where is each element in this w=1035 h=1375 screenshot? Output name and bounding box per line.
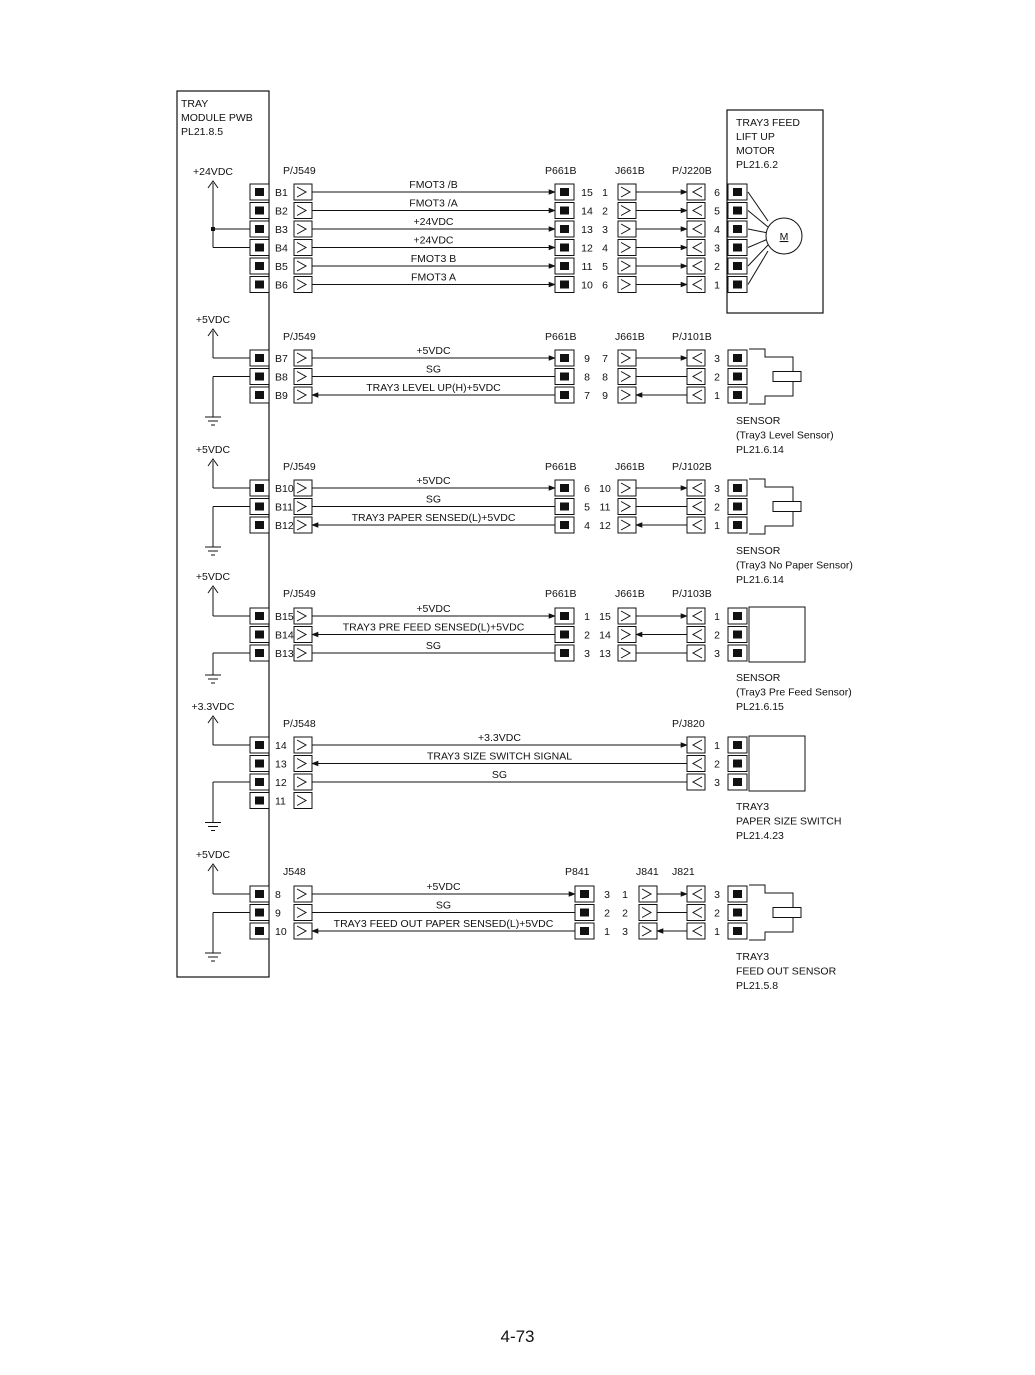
pwb-pin-label-paper-size-switch-1: 13 — [275, 758, 287, 771]
device-pin-feed-out-sensor-0-terminal — [733, 890, 742, 898]
socket-left-feed-out-sensor-2-frame — [294, 923, 312, 939]
mid-pin-label-no-paper-sensor-0: 6 — [584, 483, 590, 495]
mid-pin-pre-feed-sensor-1-terminal — [560, 631, 569, 639]
signal-label-feed-lift-motor-0: FMOT3 /B — [409, 179, 458, 191]
device-pin-feed-out-sensor-1-terminal — [733, 909, 742, 917]
connector-label-paper-size-switch-right: P/J820 — [672, 718, 705, 730]
pwb-pin-feed-lift-motor-5-terminal — [255, 281, 264, 289]
mid-pin-feed-lift-motor-5-terminal — [560, 281, 569, 289]
socket-mid2-feed-out-sensor-0-frame — [639, 886, 657, 902]
device-pin-label-pre-feed-sensor-2: 3 — [714, 648, 720, 660]
socket-right-no-paper-sensor-0-frame — [687, 480, 705, 496]
mid-pin-pre-feed-sensor-0-terminal — [560, 612, 569, 620]
socket-right-level-sensor-1-frame — [687, 369, 705, 385]
socket-right-level-sensor-2-frame — [687, 387, 705, 403]
socket-mid2-feed-lift-motor-2-frame — [618, 221, 636, 237]
socket-right-feed-out-sensor-2-frame — [687, 923, 705, 939]
pwb-pin-paper-size-switch-0-terminal — [255, 741, 264, 749]
connector-label-level-sensor-mid2: J661B — [615, 331, 645, 343]
socket-right-level-sensor-0-frame — [687, 350, 705, 366]
pwb-pin-label-feed-lift-motor-5: B6 — [275, 279, 288, 292]
socket-right-paper-size-switch-0-frame — [687, 737, 705, 753]
device-pin-label-pre-feed-sensor-1: 2 — [714, 629, 720, 642]
pwb-pin-pre-feed-sensor-1-terminal — [255, 631, 264, 639]
socket-mid2-feed-lift-motor-3-frame — [618, 240, 636, 256]
signal-label-no-paper-sensor-2: TRAY3 PAPER SENSED(L)+5VDC — [351, 512, 516, 524]
signal-label-feed-lift-motor-5: FMOT3 A — [411, 271, 456, 284]
mid2-pin-label-no-paper-sensor-1: 11 — [599, 501, 611, 514]
socket-mid2-feed-lift-motor-5-frame — [618, 277, 636, 293]
device-pin-paper-size-switch-1-terminal — [733, 760, 742, 768]
motor-label-line-2: MOTOR — [736, 145, 775, 157]
mid2-pin-label-level-sensor-1: 8 — [602, 371, 608, 384]
device-pin-no-paper-sensor-1-terminal — [733, 503, 742, 511]
socket-mid2-level-sensor-2-frame — [618, 387, 636, 403]
socket-right-no-paper-sensor-2-frame — [687, 517, 705, 533]
pwb-pin-paper-size-switch-3-terminal — [255, 797, 264, 805]
socket-right-no-paper-sensor-1-frame — [687, 499, 705, 515]
mid-pin-label-feed-out-sensor-0: 3 — [604, 889, 610, 901]
device-label-paper-size-switch-1: PAPER SIZE SWITCH — [736, 815, 842, 828]
mid2-pin-label-pre-feed-sensor-0: 15 — [599, 611, 611, 623]
device-pin-level-sensor-2-terminal — [733, 391, 742, 399]
connector-label-feed-out-sensor-mid2: J841 — [636, 866, 659, 878]
supply-paper-size-switch-label: +3.3VDC — [191, 701, 235, 713]
device-pin-label-feed-lift-motor-4: 2 — [714, 261, 720, 273]
socket-left-level-sensor-2-frame — [294, 387, 312, 403]
device-pin-feed-lift-motor-5-terminal — [733, 281, 742, 289]
socket-left-feed-lift-motor-0-frame — [294, 184, 312, 200]
pwb-pin-feed-lift-motor-0-terminal — [255, 188, 264, 196]
signal-label-no-paper-sensor-0: +5VDC — [416, 475, 451, 487]
device-pin-label-feed-lift-motor-5: 1 — [714, 279, 720, 292]
connector-label-pre-feed-sensor-mid2: J661B — [615, 588, 645, 600]
mid-pin-label-feed-out-sensor-1: 2 — [604, 907, 610, 920]
pwb-pin-level-sensor-1-terminal — [255, 373, 264, 381]
mid2-pin-label-feed-out-sensor-0: 1 — [622, 889, 628, 901]
mid-pin-label-feed-lift-motor-3: 12 — [581, 242, 593, 255]
mid-pin-label-level-sensor-1: 8 — [584, 371, 590, 384]
mid-pin-pre-feed-sensor-2-terminal — [560, 649, 569, 657]
mid-pin-label-feed-lift-motor-5: 10 — [581, 279, 593, 292]
mid-pin-label-feed-lift-motor-0: 15 — [581, 187, 593, 199]
socket-right-feed-lift-motor-3-frame — [687, 240, 705, 256]
socket-right-feed-out-sensor-1-frame — [687, 905, 705, 921]
mid2-pin-label-level-sensor-2: 9 — [602, 390, 608, 402]
signal-label-feed-lift-motor-1: FMOT3 /A — [409, 197, 458, 210]
connector-label-feed-out-sensor-left: J548 — [283, 866, 306, 878]
signal-label-paper-size-switch-2: SG — [491, 769, 508, 781]
mid-pin-label-pre-feed-sensor-2: 3 — [584, 648, 590, 660]
socket-right-paper-size-switch-2-frame — [687, 774, 705, 790]
connector-label-feed-out-sensor-right: J821 — [672, 866, 695, 878]
socket-mid2-feed-lift-motor-0-frame — [618, 184, 636, 200]
device-actuator-feed-out-sensor — [773, 908, 801, 918]
socket-mid2-pre-feed-sensor-1-frame — [618, 627, 636, 643]
pwb-pin-label-no-paper-sensor-0: B10 — [275, 483, 294, 495]
socket-right-pre-feed-sensor-2-frame — [687, 645, 705, 661]
pwb-pin-label-paper-size-switch-3: 11 — [275, 795, 286, 808]
device-pin-feed-lift-motor-3-terminal — [733, 244, 742, 252]
socket-right-pre-feed-sensor-1-frame — [687, 627, 705, 643]
mid2-pin-label-feed-lift-motor-5: 6 — [602, 279, 608, 292]
device-pin-pre-feed-sensor-2-terminal — [733, 649, 742, 657]
connector-label-feed-lift-motor-right: P/J220B — [672, 165, 712, 177]
device-label-pre-feed-sensor-0: SENSOR — [736, 672, 781, 684]
pwb-pin-label-no-paper-sensor-2: B12 — [275, 520, 294, 532]
mid-pin-label-feed-lift-motor-4: 11 — [581, 261, 593, 273]
mid2-pin-label-feed-lift-motor-0: 1 — [602, 187, 608, 199]
socket-right-pre-feed-sensor-0-frame — [687, 608, 705, 624]
connector-label-pre-feed-sensor-right: P/J103B — [672, 588, 712, 600]
mid2-pin-label-pre-feed-sensor-2: 13 — [599, 648, 611, 660]
mid-pin-feed-lift-motor-3-terminal — [560, 244, 569, 252]
connector-label-no-paper-sensor-right: P/J102B — [672, 461, 712, 473]
pwb-pin-feed-lift-motor-2-terminal — [255, 225, 264, 233]
pwb-pin-label-level-sensor-2: B9 — [275, 390, 288, 402]
supply-feed-out-sensor-label: +5VDC — [195, 849, 231, 861]
pwb-pin-feed-lift-motor-3-terminal — [255, 244, 264, 252]
mid2-pin-label-feed-out-sensor-2: 3 — [622, 926, 628, 938]
socket-left-paper-size-switch-3-frame — [294, 793, 312, 809]
signal-label-pre-feed-sensor-1: TRAY3 PRE FEED SENSED(L)+5VDC — [342, 621, 525, 634]
mid-pin-feed-lift-motor-4-terminal — [560, 262, 569, 270]
connector-label-feed-lift-motor-mid2: J661B — [615, 165, 645, 177]
motor-lead-1 — [748, 211, 768, 228]
mid-pin-level-sensor-0-terminal — [560, 354, 569, 362]
pwb-pin-no-paper-sensor-0-terminal — [255, 484, 264, 492]
device-pin-label-paper-size-switch-2: 3 — [714, 777, 720, 789]
pwb-pin-label-feed-out-sensor-0: 8 — [275, 889, 281, 901]
device-pin-no-paper-sensor-0-terminal — [733, 484, 742, 492]
pwb-pin-no-paper-sensor-1-terminal — [255, 503, 264, 511]
motor-label-line-1: LIFT UP — [736, 131, 775, 143]
connector-label-no-paper-sensor-mid: P661B — [545, 461, 577, 473]
mid-pin-label-no-paper-sensor-2: 4 — [584, 520, 590, 532]
socket-mid2-feed-out-sensor-2-frame — [639, 923, 657, 939]
device-label-no-paper-sensor-2: PL21.6.14 — [736, 574, 784, 586]
socket-mid2-pre-feed-sensor-2-frame — [618, 645, 636, 661]
device-label-no-paper-sensor-0: SENSOR — [736, 545, 781, 557]
device-pin-level-sensor-0-terminal — [733, 354, 742, 362]
pwb-pin-paper-size-switch-2-terminal — [255, 778, 264, 786]
socket-mid2-no-paper-sensor-1-frame — [618, 499, 636, 515]
device-pin-label-feed-lift-motor-2: 4 — [714, 224, 720, 236]
socket-left-level-sensor-0-frame — [294, 350, 312, 366]
socket-left-level-sensor-1-frame — [294, 369, 312, 385]
device-pin-label-paper-size-switch-1: 2 — [714, 758, 720, 771]
pwb-pin-label-paper-size-switch-2: 12 — [275, 777, 287, 789]
page-number: 4-73 — [500, 1327, 535, 1346]
device-label-feed-out-sensor-2: PL21.5.8 — [736, 980, 779, 992]
connector-label-feed-out-sensor-mid: P841 — [565, 866, 590, 878]
mid2-pin-label-feed-out-sensor-1: 2 — [622, 907, 628, 920]
signal-label-feed-lift-motor-2: +24VDC — [413, 216, 454, 228]
device-pin-feed-out-sensor-2-terminal — [733, 927, 742, 935]
mid2-pin-label-level-sensor-0: 7 — [602, 353, 608, 365]
mid-pin-no-paper-sensor-0-terminal — [560, 484, 569, 492]
signal-label-feed-lift-motor-4: FMOT3 B — [410, 253, 457, 265]
socket-left-feed-lift-motor-1-frame — [294, 203, 312, 219]
socket-left-pre-feed-sensor-0-frame — [294, 608, 312, 624]
pwb-pin-pre-feed-sensor-2-terminal — [255, 649, 264, 657]
mid-pin-feed-lift-motor-1-terminal — [560, 207, 569, 215]
pwb-pin-label-pre-feed-sensor-0: B15 — [275, 611, 294, 623]
motor-label-line-0: TRAY3 FEED — [736, 117, 800, 129]
device-pin-label-feed-lift-motor-0: 6 — [714, 187, 720, 199]
pwb-pin-label-paper-size-switch-0: 14 — [275, 740, 287, 752]
socket-left-feed-lift-motor-3-frame — [294, 240, 312, 256]
supply-level-sensor-label: +5VDC — [195, 314, 231, 326]
mid2-pin-label-pre-feed-sensor-1: 14 — [599, 629, 611, 642]
pwb-pin-feed-lift-motor-4-terminal — [255, 262, 264, 270]
socket-right-feed-lift-motor-0-frame — [687, 184, 705, 200]
pwb-pin-feed-out-sensor-2-terminal — [255, 927, 264, 935]
pwb-pin-label-level-sensor-0: B7 — [275, 353, 288, 365]
pwb-pin-label-feed-lift-motor-2: B3 — [275, 224, 288, 236]
signal-label-pre-feed-sensor-0: +5VDC — [416, 603, 451, 615]
connector-label-level-sensor-mid: P661B — [545, 331, 577, 343]
signal-label-paper-size-switch-1: TRAY3 SIZE SWITCH SIGNAL — [426, 750, 573, 763]
mid-pin-no-paper-sensor-2-terminal — [560, 521, 569, 529]
mid2-pin-label-feed-lift-motor-3: 4 — [602, 242, 608, 255]
motor-lead-2 — [748, 229, 768, 233]
mid-pin-label-no-paper-sensor-1: 5 — [584, 501, 590, 514]
pwb-pin-feed-out-sensor-0-terminal — [255, 890, 264, 898]
device-pin-label-feed-out-sensor-2: 1 — [714, 926, 720, 938]
device-label-level-sensor-1: (Tray3 Level Sensor) — [736, 429, 834, 442]
socket-left-feed-out-sensor-0-frame — [294, 886, 312, 902]
connector-label-no-paper-sensor-mid2: J661B — [615, 461, 645, 473]
pwb-pin-level-sensor-0-terminal — [255, 354, 264, 362]
socket-left-feed-lift-motor-4-frame — [294, 258, 312, 274]
socket-right-paper-size-switch-1-frame — [687, 756, 705, 772]
signal-label-no-paper-sensor-1: SG — [425, 493, 442, 506]
socket-mid2-level-sensor-1-frame — [618, 369, 636, 385]
mid-pin-label-feed-lift-motor-2: 13 — [581, 224, 593, 236]
mid2-pin-label-feed-lift-motor-4: 5 — [602, 261, 608, 273]
device-pin-label-paper-size-switch-0: 1 — [714, 740, 720, 752]
socket-mid2-level-sensor-0-frame — [618, 350, 636, 366]
device-pin-feed-lift-motor-1-terminal — [733, 207, 742, 215]
pwb-pin-label-feed-out-sensor-1: 9 — [275, 907, 281, 920]
device-pin-paper-size-switch-2-terminal — [733, 778, 742, 786]
socket-left-paper-size-switch-0-frame — [294, 737, 312, 753]
socket-left-pre-feed-sensor-1-frame — [294, 627, 312, 643]
socket-mid2-feed-lift-motor-1-frame — [618, 203, 636, 219]
device-pin-pre-feed-sensor-1-terminal — [733, 631, 742, 639]
pwb-pin-feed-lift-motor-1-terminal — [255, 207, 264, 215]
mid-pin-label-pre-feed-sensor-0: 1 — [584, 611, 590, 623]
socket-left-feed-lift-motor-5-frame — [294, 277, 312, 293]
socket-left-feed-out-sensor-1-frame — [294, 905, 312, 921]
socket-left-feed-lift-motor-2-frame — [294, 221, 312, 237]
pwb-pin-no-paper-sensor-2-terminal — [255, 521, 264, 529]
device-pin-level-sensor-1-terminal — [733, 373, 742, 381]
mid-pin-feed-out-sensor-1-terminal — [580, 909, 589, 917]
mid2-pin-label-no-paper-sensor-2: 12 — [599, 520, 611, 532]
device-pin-label-no-paper-sensor-2: 1 — [714, 520, 720, 532]
mid2-pin-label-feed-lift-motor-1: 2 — [602, 205, 608, 218]
device-pin-label-feed-lift-motor-1: 5 — [714, 205, 720, 218]
pwb-label-line-1: TRAY — [181, 98, 209, 110]
signal-label-level-sensor-1: SG — [425, 363, 442, 376]
device-label-paper-size-switch-2: PL21.4.23 — [736, 830, 784, 842]
mid-pin-label-level-sensor-2: 7 — [584, 390, 590, 402]
pwb-pin-label-pre-feed-sensor-1: B14 — [275, 629, 294, 642]
device-label-pre-feed-sensor-1: (Tray3 Pre Feed Sensor) — [736, 686, 852, 699]
pwb-pin-label-level-sensor-1: B8 — [275, 371, 288, 384]
mid2-pin-label-feed-lift-motor-2: 3 — [602, 224, 608, 236]
socket-mid2-feed-out-sensor-1-frame — [639, 905, 657, 921]
mid-pin-level-sensor-2-terminal — [560, 391, 569, 399]
device-pin-feed-lift-motor-0-terminal — [733, 188, 742, 196]
connector-label-pre-feed-sensor-mid: P661B — [545, 588, 577, 600]
pwb-pin-pre-feed-sensor-0-terminal — [255, 612, 264, 620]
supply-no-paper-sensor-label: +5VDC — [195, 444, 231, 456]
device-label-level-sensor-2: PL21.6.14 — [736, 444, 784, 456]
signal-label-paper-size-switch-0: +3.3VDC — [478, 732, 521, 744]
mid-pin-label-pre-feed-sensor-1: 2 — [584, 629, 590, 642]
pwb-pin-label-feed-lift-motor-3: B4 — [275, 242, 288, 255]
device-label-pre-feed-sensor-2: PL21.6.15 — [736, 701, 784, 713]
signal-label-level-sensor-0: +5VDC — [416, 345, 451, 357]
device-pin-label-level-sensor-2: 1 — [714, 390, 720, 402]
supply-feed-lift-motor-label: +24VDC — [193, 166, 233, 178]
device-label-paper-size-switch-0: TRAY3 — [736, 801, 770, 813]
pwb-pin-label-feed-lift-motor-0: B1 — [275, 187, 288, 199]
socket-left-paper-size-switch-1-frame — [294, 756, 312, 772]
signal-label-feed-out-sensor-2: TRAY3 FEED OUT PAPER SENSED(L)+5VDC — [333, 918, 554, 930]
socket-right-feed-lift-motor-2-frame — [687, 221, 705, 237]
socket-right-feed-lift-motor-1-frame — [687, 203, 705, 219]
pwb-pin-level-sensor-2-terminal — [255, 391, 264, 399]
bus-junction-feed-lift-motor — [211, 227, 215, 231]
device-pin-paper-size-switch-0-terminal — [733, 741, 742, 749]
pwb-pin-label-feed-lift-motor-4: B5 — [275, 261, 288, 273]
mid-pin-feed-out-sensor-0-terminal — [580, 890, 589, 898]
mid-pin-feed-lift-motor-2-terminal — [560, 225, 569, 233]
signal-label-feed-lift-motor-3: +24VDC — [413, 234, 454, 247]
device-pin-feed-lift-motor-2-terminal — [733, 225, 742, 233]
device-pin-label-level-sensor-1: 2 — [714, 371, 720, 384]
socket-mid2-no-paper-sensor-0-frame — [618, 480, 636, 496]
device-pin-label-no-paper-sensor-1: 2 — [714, 501, 720, 514]
socket-mid2-feed-lift-motor-4-frame — [618, 258, 636, 274]
mid-pin-feed-lift-motor-0-terminal — [560, 188, 569, 196]
device-pin-label-pre-feed-sensor-0: 1 — [714, 611, 720, 623]
pwb-pin-feed-out-sensor-1-terminal — [255, 909, 264, 917]
connector-label-level-sensor-left: P/J549 — [283, 331, 316, 343]
connector-label-level-sensor-right: P/J101B — [672, 331, 712, 343]
connector-label-no-paper-sensor-left: P/J549 — [283, 461, 316, 473]
device-actuator-no-paper-sensor — [773, 502, 801, 512]
pwb-pin-label-feed-out-sensor-2: 10 — [275, 926, 287, 938]
pwb-label-line-2: MODULE PWB — [181, 112, 253, 124]
socket-left-no-paper-sensor-1-frame — [294, 499, 312, 515]
pwb-label-line-3: PL21.8.5 — [181, 126, 224, 138]
device-label-no-paper-sensor-1: (Tray3 No Paper Sensor) — [736, 559, 853, 572]
pwb-pin-paper-size-switch-1-terminal — [255, 760, 264, 768]
device-actuator-level-sensor — [773, 372, 801, 382]
connector-label-feed-lift-motor-mid: P661B — [545, 165, 577, 177]
mid-pin-no-paper-sensor-1-terminal — [560, 503, 569, 511]
device-pin-feed-lift-motor-4-terminal — [733, 262, 742, 270]
socket-left-paper-size-switch-2-frame — [294, 774, 312, 790]
mid-pin-feed-out-sensor-2-terminal — [580, 927, 589, 935]
pwb-pin-label-feed-lift-motor-1: B2 — [275, 205, 288, 218]
motor-symbol-letter: M — [779, 231, 789, 243]
device-pin-pre-feed-sensor-0-terminal — [733, 612, 742, 620]
connector-label-feed-lift-motor-left: P/J549 — [283, 165, 316, 177]
device-label-level-sensor-0: SENSOR — [736, 415, 781, 427]
mid-pin-label-level-sensor-0: 9 — [584, 353, 590, 365]
device-body-pre-feed-sensor — [749, 607, 805, 662]
pwb-pin-label-pre-feed-sensor-2: B13 — [275, 648, 294, 660]
motor-lead-3 — [748, 239, 768, 248]
mid-pin-label-feed-lift-motor-1: 14 — [581, 205, 593, 218]
socket-right-feed-lift-motor-4-frame — [687, 258, 705, 274]
signal-label-feed-out-sensor-1: SG — [435, 899, 452, 912]
device-pin-label-feed-out-sensor-0: 3 — [714, 889, 720, 901]
device-pin-label-feed-lift-motor-3: 3 — [714, 242, 720, 255]
socket-mid2-no-paper-sensor-2-frame — [618, 517, 636, 533]
sections-layer — [192, 110, 853, 992]
signal-label-feed-out-sensor-0: +5VDC — [426, 881, 461, 893]
motor-lead-0 — [748, 192, 768, 221]
device-pin-no-paper-sensor-2-terminal — [733, 521, 742, 529]
device-pin-label-feed-out-sensor-1: 2 — [714, 907, 720, 920]
socket-right-feed-lift-motor-5-frame — [687, 277, 705, 293]
mid-pin-level-sensor-1-terminal — [560, 373, 569, 381]
device-label-feed-out-sensor-1: FEED OUT SENSOR — [736, 965, 837, 978]
socket-left-pre-feed-sensor-2-frame — [294, 645, 312, 661]
device-pin-label-no-paper-sensor-0: 3 — [714, 483, 720, 495]
signal-label-pre-feed-sensor-2: SG — [425, 640, 442, 652]
socket-mid2-pre-feed-sensor-0-frame — [618, 608, 636, 624]
socket-right-feed-out-sensor-0-frame — [687, 886, 705, 902]
mid2-pin-label-no-paper-sensor-0: 10 — [599, 483, 611, 495]
socket-left-no-paper-sensor-0-frame — [294, 480, 312, 496]
pwb-pin-label-no-paper-sensor-1: B11 — [275, 501, 293, 514]
device-pin-label-level-sensor-0: 3 — [714, 353, 720, 365]
signal-label-level-sensor-2: TRAY3 LEVEL UP(H)+5VDC — [366, 382, 501, 394]
connector-label-paper-size-switch-left: P/J548 — [283, 718, 316, 730]
connector-label-pre-feed-sensor-left: P/J549 — [283, 588, 316, 600]
device-label-feed-out-sensor-0: TRAY3 — [736, 951, 770, 963]
socket-left-no-paper-sensor-2-frame — [294, 517, 312, 533]
motor-label-line-3: PL21.6.2 — [736, 159, 779, 171]
supply-pre-feed-sensor-label: +5VDC — [195, 571, 231, 583]
device-body-paper-size-switch — [749, 736, 805, 791]
mid-pin-label-feed-out-sensor-2: 1 — [604, 926, 610, 938]
